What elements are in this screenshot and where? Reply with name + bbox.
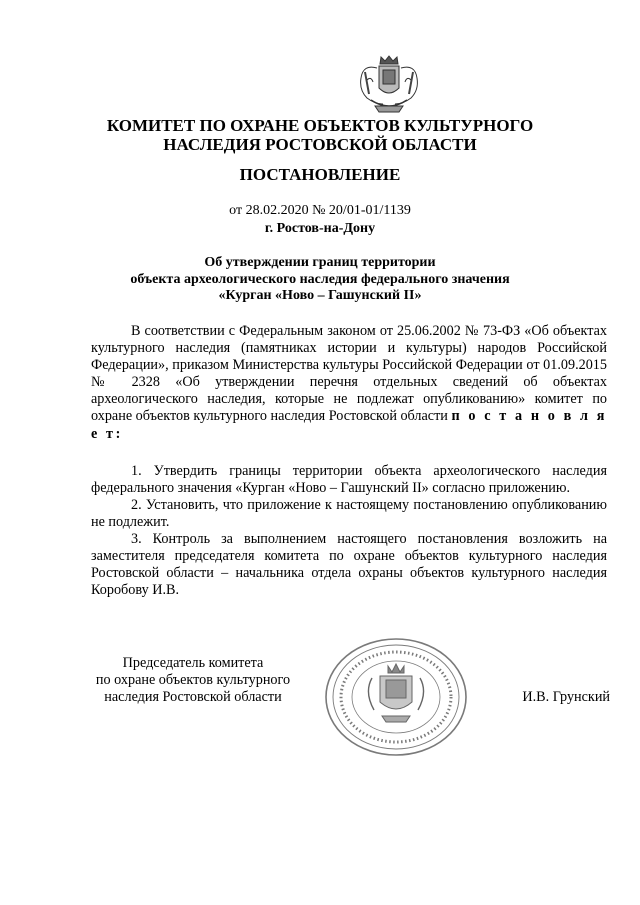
official-seal [322, 636, 470, 758]
item-1: 1. Утвердить границы территории объекта археологического наследия федерального значения «Курган «Ново – Гашунский II» согласно приложению. [91, 463, 607, 497]
subject-line-1: Об утверждении границ территории [204, 255, 436, 270]
subject-line-2: объекта археологического наследия федерального значения [130, 271, 510, 287]
document-subject [0, 255, 640, 305]
signatory-name: И.В. Грунский [522, 689, 610, 705]
city: г. Ростов-на-Дону [264, 221, 376, 236]
preamble-text: В соответствии с Федеральным законом от 25.06.2002 № 73-ФЗ «Об объектах культурного наследия (памятниках истории и культуры) народов Российской Федерации», приказом Министерства культуры Российской Федерации от 01.09.2015 № 2328 «Об утверждении перечня отдельных сведений об объектах археологического наследия, которые не подлежат опубликованию» комитет по охране объектов культурного наследия Ростовской области [91, 323, 607, 425]
header-line-2: НАСЛЕДИЯ РОСТОВСКОЙ ОБЛАСТИ [163, 135, 477, 154]
signatory-position [88, 655, 298, 706]
decree-word: п о с т а н о в л я е т: [91, 408, 608, 442]
item-2: 2. Установить, что приложение к настоящему постановлению опубликованию не подлежит. [91, 497, 607, 531]
item-3: 3. Контроль за выполнением настоящего постановления возложить на заместителя председателя комитета по охране объектов культурного наследия Ростовской области – начальника отдела охраны объектов культурного наследия Коробову И.В. [91, 531, 607, 599]
committee-header [0, 116, 640, 154]
date-and-number: от 28.02.2020 № 20/01-01/1139 [229, 203, 411, 218]
subject-line-3: «Курган «Ново – Гашунский II» [218, 288, 422, 303]
preamble-paragraph [91, 323, 607, 443]
coat-of-arms-emblem [353, 54, 425, 116]
document-type-title: ПОСТАНОВЛЕНИЕ [239, 165, 401, 184]
header-line-1: КОМИТЕТ ПО ОХРАНЕ ОБЪЕКТОВ КУЛЬТУРНОГО [106, 116, 534, 135]
coat-of-arms-icon [353, 54, 425, 116]
position-line-3: наследия Ростовской области [104, 689, 282, 705]
position-line-1: Председатель комитета [122, 655, 264, 671]
position-line-2: по охране объектов культурного [95, 672, 291, 688]
official-round-seal-icon [322, 636, 470, 758]
